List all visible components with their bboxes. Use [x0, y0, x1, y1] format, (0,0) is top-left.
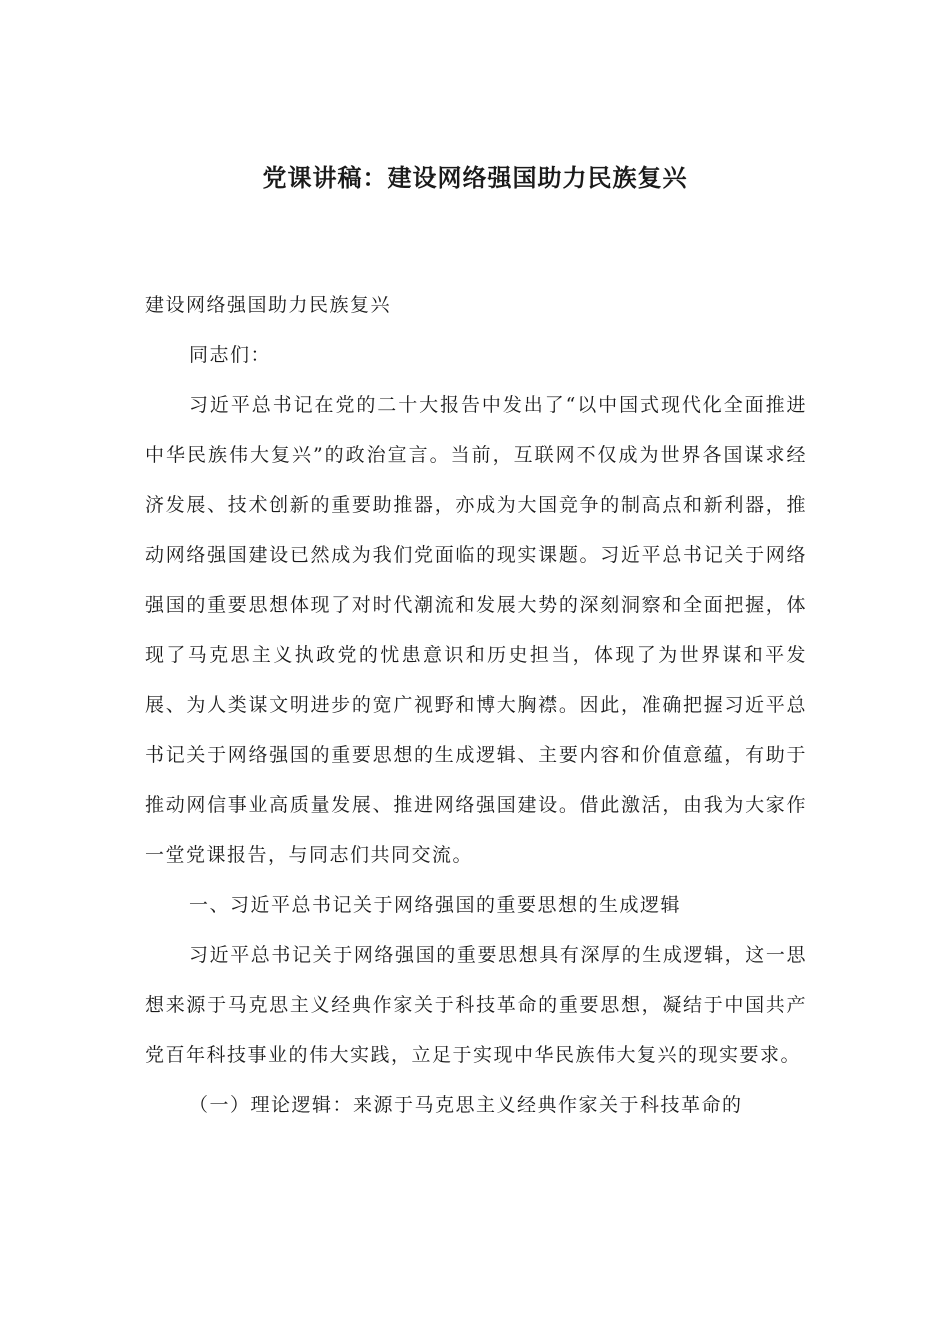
intro-paragraph: 习近平总书记在党的二十大报告中发出了“以中国式现代化全面推进中华民族伟大复兴”的政治宣言。当前，互联网不仅成为世界各国谋求经济发展、技术创新的重要助推器，亦成为大国竞争的制高点和新利器，推动网络强国建设已然成为我们党面临的现实课题。习近平总书记关于网络强国的重要思想体现了对时代潮流和发展大势的深刻洞察和全面把握，体现了马克思主义执政党的忧患意识和历史担当，体现了为世界谋和平发展、为人类谋文明进步的宽广视野和博大胸襟。因此，准确把握习近平总书记关于网络强国的重要思想的生成逻辑、主要内容和价值意蕴，有助于推动网信事业高质量发展、推进网络强国建设。借此激活，由我为大家作一堂党课报告，与同志们共同交流。	[145, 394, 807, 866]
section-paragraph: 习近平总书记关于网络强国的重要思想具有深厚的生成逻辑，这一思想来源于马克思主义经典作家关于科技革命的重要思想，凝结于中国共产党百年科技事业的伟大实践，立足于实现中华民族伟大复兴的现实要求。	[145, 944, 807, 1066]
section-heading: 一、习近平总书记关于网络强国的重要思想的生成逻辑	[189, 894, 682, 916]
document-title: 党课讲稿：建设网络强国助力民族复兴	[262, 163, 688, 192]
salutation-paragraph: 同志们：	[189, 344, 272, 366]
subtitle-paragraph: 建设网络强国助力民族复兴	[145, 294, 392, 316]
subsection-heading: （一）理论逻辑：来源于马克思主义经典作家关于科技革命的	[189, 1094, 743, 1116]
document-body	[145, 280, 807, 1130]
